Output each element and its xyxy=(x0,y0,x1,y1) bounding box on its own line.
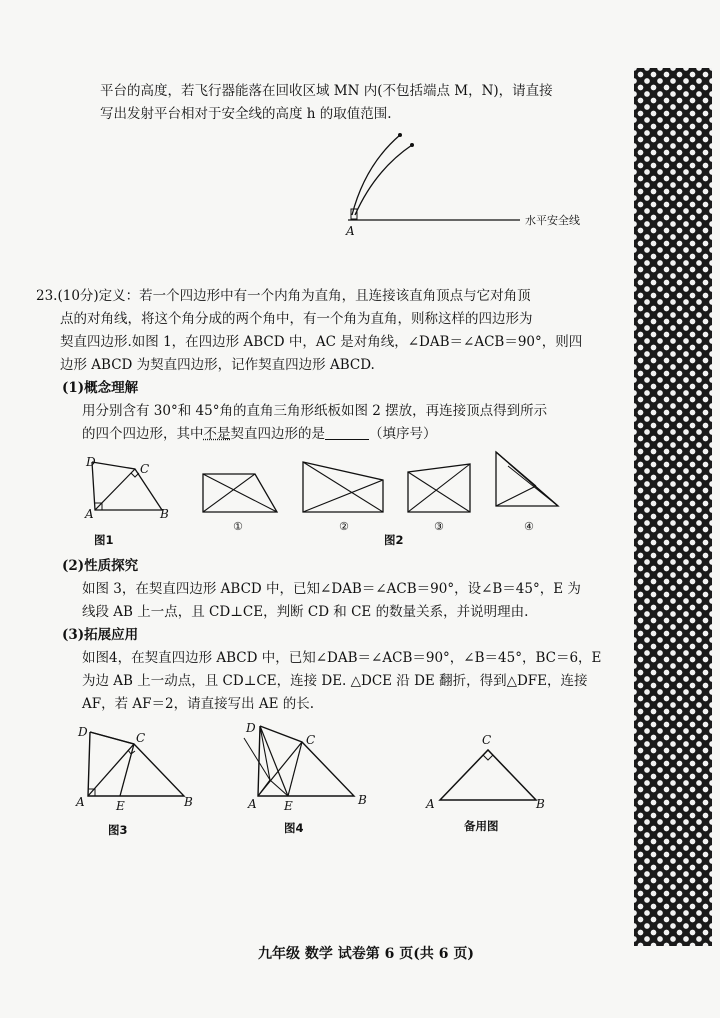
part1-title: (1)概念理解 xyxy=(62,380,139,396)
page-footer: 九年级 数学 试卷第 6 页(共 6 页) xyxy=(258,946,474,962)
spare-label-c: C xyxy=(482,733,492,747)
fig1-label-c: C xyxy=(140,462,150,476)
q23-line-4: 边形 ABCD 为契直四边形，记作契直四边形 ABCD. xyxy=(60,357,375,373)
figure-3 xyxy=(74,720,204,820)
fig3-caption: 图3 xyxy=(108,823,128,837)
part1-emphasis-not: 不是 xyxy=(203,426,231,442)
figure-2-option-4 xyxy=(488,446,568,532)
part1-line-1: 用分别含有 30°和 45°角的直角三角形纸板如图 2 摆放，再连接顶点得到所示 xyxy=(82,403,548,419)
answer-blank[interactable] xyxy=(325,425,369,440)
fig4-label-c: C xyxy=(306,733,316,747)
fig3-label-a: A xyxy=(76,795,85,809)
part2-line-1: 如图 3，在契直四边形 ABCD 中，已知∠DAB＝∠ACB＝90°，设∠B＝45°，E 为 xyxy=(82,581,581,597)
fig4-caption: 图4 xyxy=(284,821,304,835)
spare-label-b: B xyxy=(536,797,545,810)
figure-1 xyxy=(80,452,180,522)
q23-line-1: 23.(10分)定义：若一个四边形中有一个内角为直角，且连接该直角顶点与它对角顶 xyxy=(36,288,531,304)
figure-2-option-3 xyxy=(400,456,480,532)
option-4-label: ④ xyxy=(524,520,534,532)
spare-label-a: A xyxy=(426,797,435,810)
figure-4 xyxy=(240,716,380,816)
spare-figure xyxy=(422,730,552,810)
part1-line-2 xyxy=(82,423,437,446)
launch-figure xyxy=(330,125,610,240)
decorative-border-pattern xyxy=(634,68,712,946)
fig4-label-b: B xyxy=(358,793,367,807)
fig1-label-d: D xyxy=(86,455,96,469)
fig1-label-a: A xyxy=(85,507,94,521)
figure-2-option-2 xyxy=(295,456,390,532)
option-1-label: ① xyxy=(233,520,243,532)
fig3-label-c: C xyxy=(136,731,146,745)
part1-line-2a: 的四个四边形，其中 xyxy=(82,426,204,442)
fig3-label-d: D xyxy=(78,725,88,739)
part3-line-2: 为边 AB 上一动点，且 CD⊥CE，连接 DE. △DCE 沿 DE 翻折，得到△DFE，连接 xyxy=(82,673,588,689)
part3-line-1: 如图4，在契直四边形 ABCD 中，已知∠DAB＝∠ACB＝90°，∠B＝45°，BC＝6，E xyxy=(82,650,602,666)
intro-line-2: 写出发射平台相对于安全线的高度 h 的取值范围. xyxy=(100,106,392,122)
q23-line-2: 点的对角线，将这个角分成的两个角中，有一个角为直角，则称这样的四边形为 xyxy=(60,311,533,327)
safety-line-label: 水平安全线 xyxy=(525,214,580,227)
fig1-label-b: B xyxy=(160,507,169,521)
part1-line-2d: （填序号） xyxy=(369,426,437,442)
fig1-caption: 图1 xyxy=(94,533,114,547)
fig4-label-d: D xyxy=(246,721,256,735)
option-2-label: ② xyxy=(339,520,349,532)
part3-line-3: AF，若 AF＝2，请直接写出 AE 的长. xyxy=(82,696,315,712)
intro-line-1: 平台的高度，若飞行器能落在回收区域 MN 内(不包括端点 M，N)，请直接 xyxy=(100,83,553,99)
option-3-label: ③ xyxy=(434,520,444,532)
part2-line-2: 线段 AB 上一点，且 CD⊥CE，判断 CD 和 CE 的数量关系，并说明理由. xyxy=(82,604,529,620)
launch-label-a: A xyxy=(346,224,355,238)
part3-title: (3)拓展应用 xyxy=(62,627,139,643)
fig4-label-a: A xyxy=(248,797,257,811)
part1-line-2c: 契直四边形的是 xyxy=(230,426,325,442)
fig3-label-b: B xyxy=(184,795,193,809)
fig2-caption: 图2 xyxy=(384,533,404,547)
spare-caption: 备用图 xyxy=(464,819,499,833)
part2-title: (2)性质探究 xyxy=(62,558,139,574)
q23-line-3: 契直四边形.如图 1，在四边形 ABCD 中，AC 是对角线，∠DAB＝∠ACB＝90°，则四 xyxy=(60,334,583,350)
figure-2-option-1 xyxy=(195,462,285,532)
fig3-label-e: E xyxy=(116,799,125,813)
fig4-label-e: E xyxy=(284,799,293,813)
